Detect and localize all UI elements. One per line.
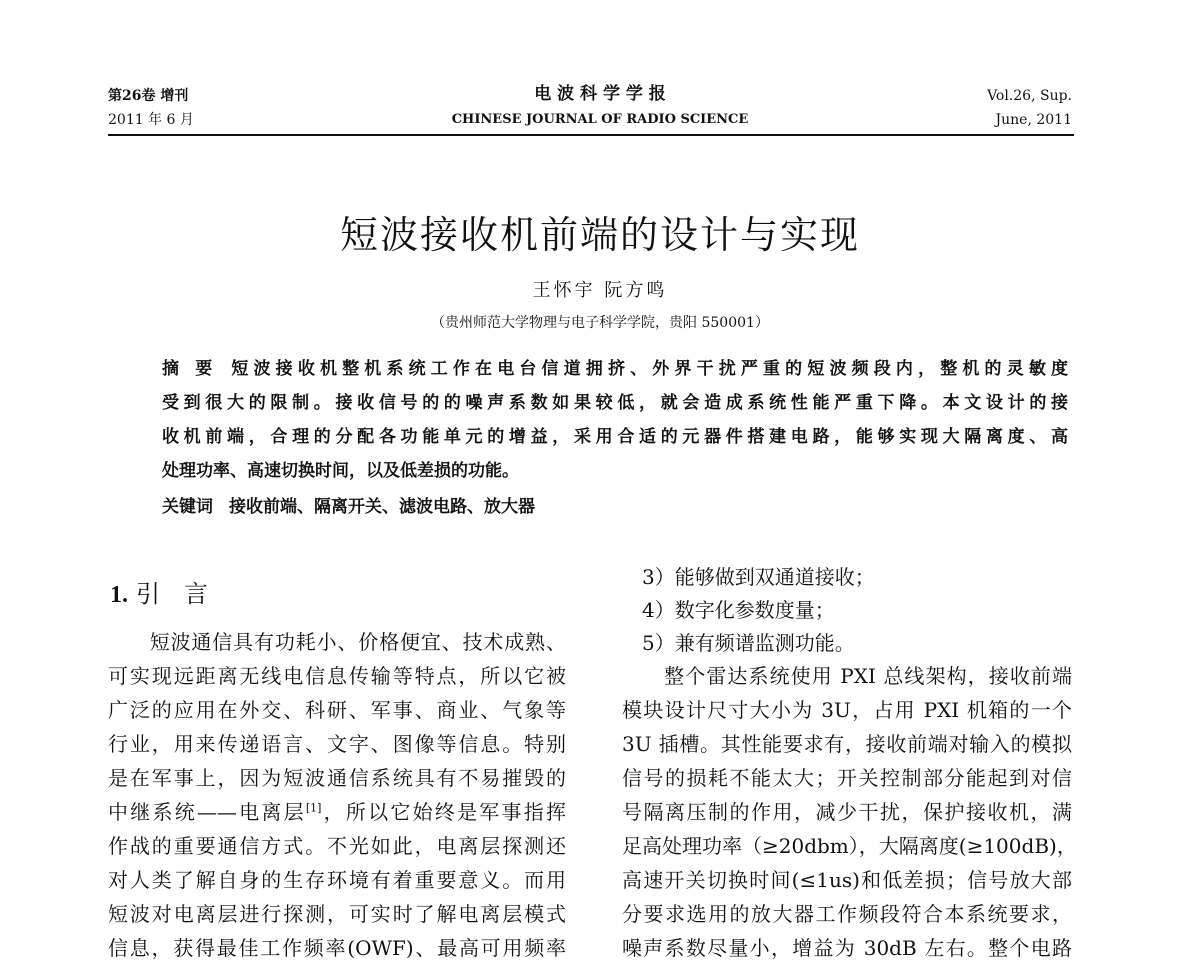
list-item: 5）兼有频谱监测功能。	[622, 631, 855, 655]
body-line: 分要求选用的放大器工作频段符合本系统要求，	[622, 902, 1072, 926]
body-line: 是在军事上，因为短波通信系统具有不易摧毁的	[108, 766, 566, 790]
body-line: 噪声系数尽量小，增益为 30dB 左右。整个电路	[622, 936, 1072, 960]
abstract-text: 短波接收机整机系统工作在电台信道拥挤、外界干扰严重的短波频段内，整机的灵敏度	[231, 359, 1068, 379]
body-text: ，所以它始终是军事指挥	[321, 800, 567, 824]
abstract-line: 受到很大的限制。接收信号的的噪声系数如果较低，就会造成系统性能严重下降。本文设计的接	[162, 393, 1068, 413]
body-line: 高速开关切换时间(≤1us)和低差损；信号放大部	[622, 868, 1072, 892]
abstract-line: 处理功率、高速切换时间，以及低差损的功能。	[162, 461, 519, 481]
body-line: 广泛的应用在外交、科研、军事、商业、气象等	[108, 698, 566, 722]
keywords-text: 接收前端、隔离开关、滤波电路、放大器	[229, 497, 535, 517]
header-rule	[108, 134, 1074, 136]
body-line: 信息，获得最佳工作频率(OWF)、最高可用频率	[108, 936, 566, 960]
issue-date-en: June, 2011	[995, 112, 1072, 128]
body-line: 可实现远距离无线电信息传输等特点，所以它被	[108, 664, 566, 688]
body-line: 号隔离压制的作用，减少干扰，保护接收机，满	[622, 800, 1072, 824]
body-line: 足高处理功率（≥20dbm），大隔离度(≥100dB)，	[622, 834, 1077, 858]
list-item: 4）数字化参数度量；	[622, 598, 835, 622]
volume-en: Vol.26, Sup.	[987, 88, 1072, 104]
journal-name-cn: 电 波 科 学 学 报	[534, 84, 666, 104]
body-line: 整个雷达系统使用 PXI 总线架构，接收前端	[622, 664, 1072, 688]
authors: 王怀宇 阮方鸣	[532, 280, 668, 301]
abstract-line	[162, 354, 1068, 379]
body-line: 行业，用来传递语言、文字、图像等信息。特别	[108, 732, 566, 756]
body-line: 短波对电离层进行探测，可实时了解电离层模式	[108, 902, 566, 926]
section-number: 1.	[110, 582, 128, 608]
body-line: 对人类了解自身的生存环境有着重要意义。而用	[108, 868, 566, 892]
keywords	[162, 492, 535, 517]
paper-title: 短波接收机前端的设计与实现	[339, 213, 860, 257]
citation-link[interactable]: [1]	[305, 801, 322, 815]
list-item: 3）能够做到双通道接收；	[622, 565, 875, 589]
keywords-label: 关键词	[162, 497, 213, 517]
body-line: 模块设计尺寸大小为 3U，占用 PXI 机箱的一个	[622, 698, 1072, 722]
volume-issue: 第26卷 增刊	[108, 88, 189, 104]
body-text: 中继系统——电离层	[108, 800, 306, 824]
section-title: 引 言	[136, 580, 208, 608]
body-line	[108, 796, 566, 825]
abstract-line: 收机前端，合理的分配各功能单元的增益，采用合适的元器件搭建电路，能够实现大隔离度、高	[162, 427, 1068, 447]
body-line: 作战的重要通信方式。不光如此，电离层探测还	[108, 834, 566, 858]
issue-date-cn: 2011 年 6 月	[108, 112, 194, 128]
body-line: 3U 插槽。其性能要求有，接收前端对输入的模拟	[622, 732, 1072, 756]
body-line: 信号的损耗不能太大；开关控制部分能起到对信	[622, 766, 1072, 790]
affiliation: （贵州师范大学物理与电子科学学院，贵阳 550001）	[431, 315, 769, 331]
body-line: 短波通信具有功耗小、价格便宜、技术成熟、	[108, 630, 566, 654]
section-heading	[110, 574, 208, 609]
abstract-label: 摘 要	[162, 359, 218, 379]
journal-name-en: CHINESE JOURNAL OF RADIO SCIENCE	[451, 112, 749, 127]
